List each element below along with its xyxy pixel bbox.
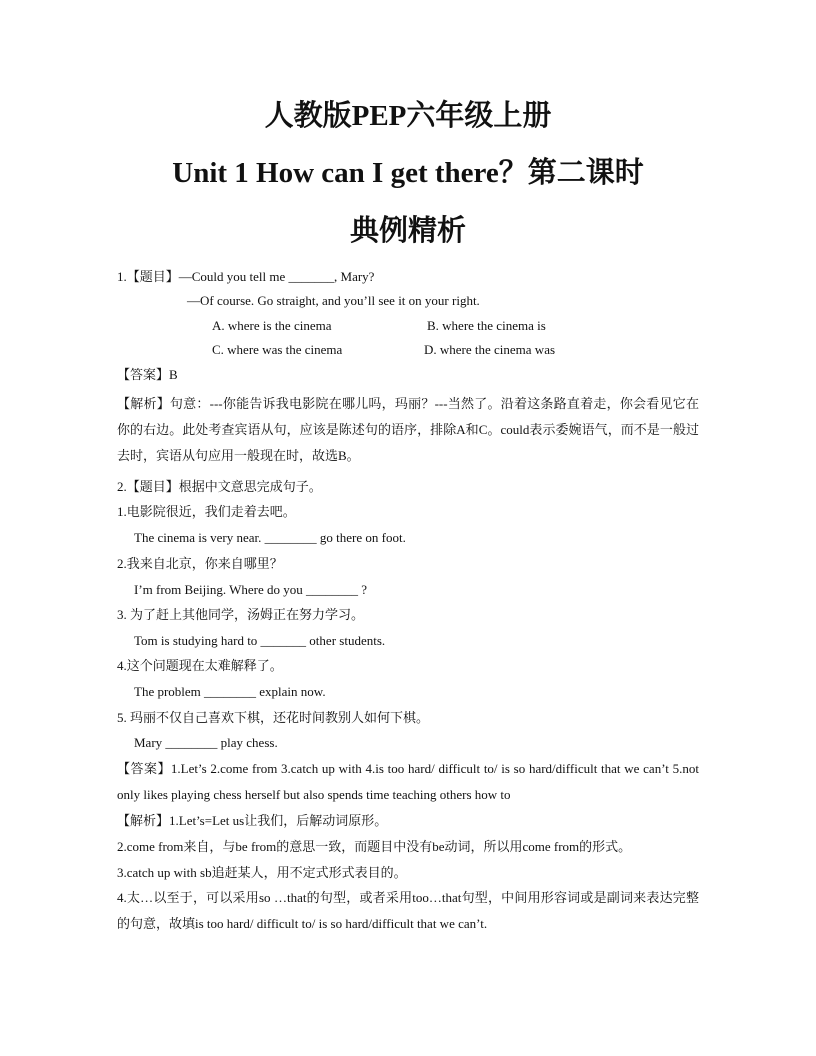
page-title-line1: 人教版PEP六年级上册 [264,100,552,132]
q1-option-a: A. where is the cinema [212,318,332,333]
q2-item-4-english: The problem ________ explain now. [134,684,326,699]
q2-answer: 【答案】1.Let’s 2.come from 3.catch up with 4.is too hard/ difficult to/ is so hard/difficult that we can’t 5.not only likes playing chess herself but also spends time teaching others how to [117,761,699,802]
q1-stem: 1.【题目】—Could you tell me _______, Mary? [117,269,375,284]
q2-analysis-4: 4.太…以至于，可以采用so …that的句型，或者采用too…that句型，中间用形容词或是副词来表达完整的句意，故填is too hard/ difficult to/ is so hard/difficult that we can’t. [117,890,699,931]
page-title-line3: 典例精析 [349,215,466,247]
q2-item-4-chinese: 4.这个问题现在太难解释了。 [117,658,283,673]
q1-option-b: B. where the cinema is [427,318,546,333]
q2-analysis-1: 【解析】1.Let’s=Let us让我们，后解动词原形。 [117,813,388,828]
q1-analysis: 【解析】句意：---你能告诉我电影院在哪儿吗，玛丽？---当然了。沿着这条路直着走，你会看见它在你的右边。此处考查宾语从句，应该是陈述句的语序，排除A和C。could表示委婉语气，而不是一般过去时，宾语从句应用一般现在时，故选B。 [117,396,699,463]
q2-item-1-english: The cinema is very near. ________ go there on foot. [134,530,406,545]
q2-analysis-3: 3.catch up with sb追赶某人，用不定式形式表目的。 [117,865,407,880]
q1-answer: 【答案】B [117,367,178,382]
q2-item-3-english: Tom is studying hard to _______ other students. [134,633,386,648]
q2-item-2-english: I’m from Beijing. Where do you ________ ? [134,582,367,597]
q1-reply: —Of course. Go straight, and you’ll see it on your right. [187,293,480,308]
page-title-line2: Unit 1 How can I get there？第二课时 [172,157,644,189]
q2-item-1-chinese: 1.电影院很近，我们走着去吧。 [117,504,296,519]
q2-item-3-chinese: 3. 为了赶上其他同学，汤姆正在努力学习。 [117,607,365,622]
q2-analysis-2: 2.come from来自，与be from的意思一致，而题目中没有be动词，所以用come from的形式。 [117,839,632,854]
q1-option-d: D. where the cinema was [424,342,556,357]
q2-item-5-chinese: 5. 玛丽不仅自己喜欢下棋，还花时间教别人如何下棋。 [117,710,430,725]
q2-item-5-english: Mary ________ play chess. [134,735,278,750]
q2-item-2-chinese: 2.我来自北京，你来自哪里？ [117,556,283,571]
q2-stem: 2.【题目】根据中文意思完成句子。 [117,479,322,494]
q1-option-c: C. where was the cinema [212,342,343,357]
